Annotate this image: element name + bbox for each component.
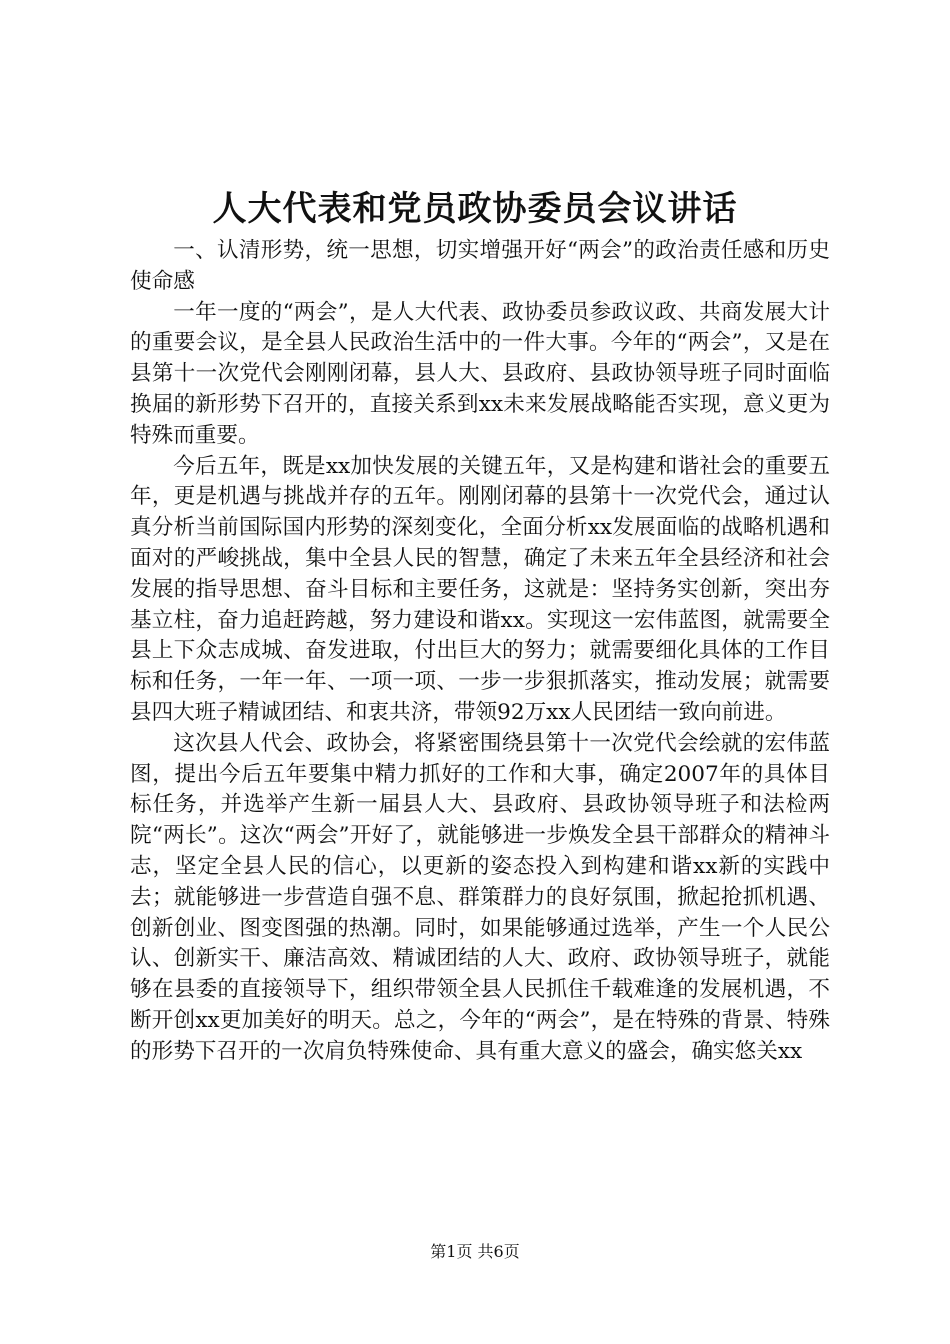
paragraph: 这次县人代会、政协会，将紧密围绕县第十一次党代会绘就的宏伟蓝图，提出今后五年要集中精力抓好的工作和大事，确定2007年的具体目标任务，并选举产生新一届县人大、县政府、县政协领导班子和法检两院“两长”。这次“两会”开好了，就能够进一步焕发全县干部群众的精神斗志，坚定全县人民的信心，以更新的姿态投入到构建和谐xx新的实践中去；就能够进一步营造自强不息、群策群力的良好氛围，掀起抢抓机遇、创新创业、图变图强的热潮。同时，如果能够通过选举，产生一个人民公认、创新实干、廉洁高效、精诚团结的人大、政府、政协领导班子，就能够在县委的直接领导下，组织带领全县人民抓住千载难逢的发展机遇，不断开创xx更加美好的明天。总之，今年的“两会”，是在特殊的背景、特殊的形势下召开的一次肩负特殊使命、具有重大意义的盛会，确实悠关xx <box>130 730 830 1064</box>
document-title: 人大代表和党员政协委员会议讲话 <box>212 189 738 229</box>
section-heading: 一、认清形势，统一思想，切实增强开好“两会”的政治责任感和历史使命感 <box>130 238 830 294</box>
paragraph: 一年一度的“两会”，是人大代表、政协委员参政议政、共商发展大计的重要会议，是全县人民政治生活中的一件大事。今年的“两会”，又是在县第十一次党代会刚刚闭幕，县人大、县政府、县政协领导班子同时面临换届的新形势下召开的，直接关系到xx未来发展战略能否实现，意义更为特殊而重要。 <box>130 299 830 448</box>
paragraph: 今后五年，既是xx加快发展的关键五年，又是构建和谐社会的重要五年，更是机遇与挑战并存的五年。刚刚闭幕的县第十一次党代会，通过认真分析当前国际国内形势的深刻变化，全面分析xx发展面临的战略机遇和面对的严峻挑战，集中全县人民的智慧，确定了未来五年全县经济和社会发展的指导思想、奋斗目标和主要任务，这就是：坚持务实创新，突出夯基立柱，奋力追赶跨越，努力建设和谐xx。实现这一宏伟蓝图，就需要全县上下众志成城、奋发进取，付出巨大的努力；就需要细化具体的工作目标和任务，一年一年、一项一项、一步一步狠抓落实，推动发展；就需要县四大班子精诚团结、和衷共济，带领92万xx人民团结一致向前进。 <box>130 453 830 725</box>
document-body <box>130 236 830 1068</box>
page-number-footer: 第1页 共6页 <box>430 1242 520 1261</box>
